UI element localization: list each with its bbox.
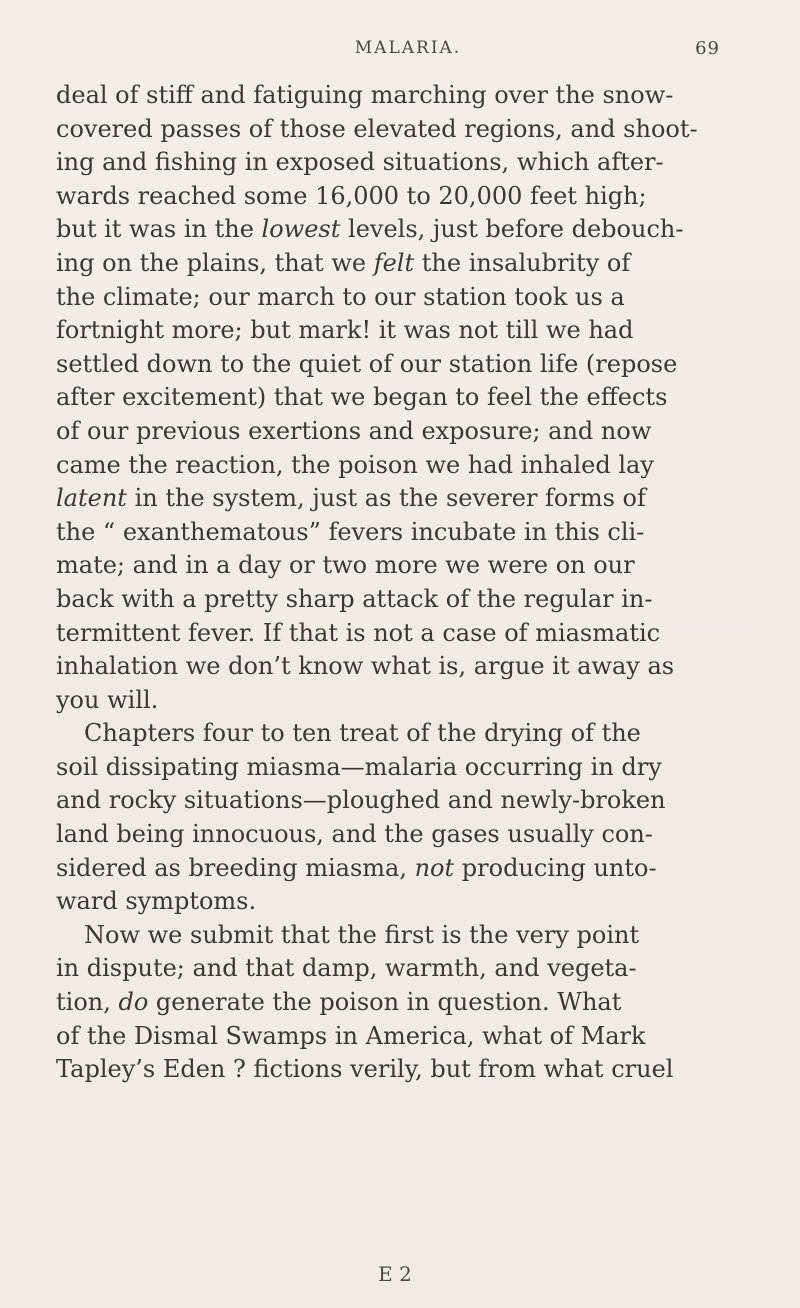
text-line: the climate; our march to our station took us a: [56, 282, 625, 311]
page-header: [60, 38, 720, 64]
emphasis: latent: [56, 484, 127, 513]
text-line: tion, do generate the poison in question. What: [56, 988, 622, 1017]
emphasis: not: [414, 853, 455, 882]
paragraph-1: [56, 79, 728, 717]
paragraph-3: [56, 919, 728, 1087]
text-line: you will.: [56, 685, 159, 714]
text-line: fortnight more; but mark! it was not till we had: [56, 316, 634, 345]
text-line: ward symptoms.: [56, 887, 257, 916]
text-line: after excitement) that we began to feel the effects: [56, 383, 668, 412]
page-number: 69: [695, 38, 720, 59]
text-line: in dispute; and that damp, warmth, and vegeta-: [56, 954, 637, 983]
signature-mark: E 2: [378, 1262, 412, 1286]
text-line: the “ exanthematous” fevers incubate in this cli-: [56, 517, 645, 546]
text-line: and rocky situations—ploughed and newly-broken: [56, 786, 666, 815]
text-line: inhalation we don’t know what is, argue it away as: [56, 652, 675, 681]
text-line: ing and fishing in exposed situations, which after-: [56, 148, 664, 177]
text-line: ing on the plains, that we felt the insalubrity of: [56, 248, 631, 277]
body-text: [56, 79, 728, 1087]
text-line: land being innocuous, and the gases usually con-: [56, 820, 653, 849]
emphasis: do: [118, 988, 149, 1017]
text-line: latent in the system, just as the severer forms of: [56, 484, 646, 513]
text-line: came the reaction, the poison we had inhaled lay: [56, 450, 654, 479]
text-line: sidered as breeding miasma, not producing unto-: [56, 853, 657, 882]
emphasis: felt: [373, 248, 415, 277]
emphasis: lowest: [261, 215, 341, 244]
text-line: Tapley’s Eden ? fictions verily, but from what cruel: [56, 1055, 674, 1084]
text-line: back with a pretty sharp attack of the regular in-: [56, 584, 653, 613]
paragraph-2: [56, 717, 728, 919]
text-line: wards reached some 16,000 to 20,000 feet high;: [56, 181, 647, 210]
text-line: mate; and in a day or two more we were on our: [56, 551, 635, 580]
text-line: soil dissipating miasma—malaria occurring in dry: [56, 752, 662, 781]
text-line: but it was in the lowest levels, just before debouch-: [56, 215, 684, 244]
text-line: settled down to the quiet of our station life (repose: [56, 349, 678, 378]
text-line: covered passes of those elevated regions, and shoot-: [56, 114, 698, 143]
text-line: deal of stiff and fatiguing marching over the snow-: [56, 81, 674, 109]
text-line: termittent fever. If that is not a case of miasmatic: [56, 618, 661, 647]
running-head: MALARIA.: [354, 38, 462, 58]
text-line: Chapters four to ten treat of the drying of the: [84, 719, 641, 748]
text-line: Now we submit that the first is the very point: [84, 920, 640, 949]
text-line: of our previous exertions and exposure; and now: [56, 416, 652, 445]
text-line: of the Dismal Swamps in America, what of Mark: [56, 1021, 646, 1050]
